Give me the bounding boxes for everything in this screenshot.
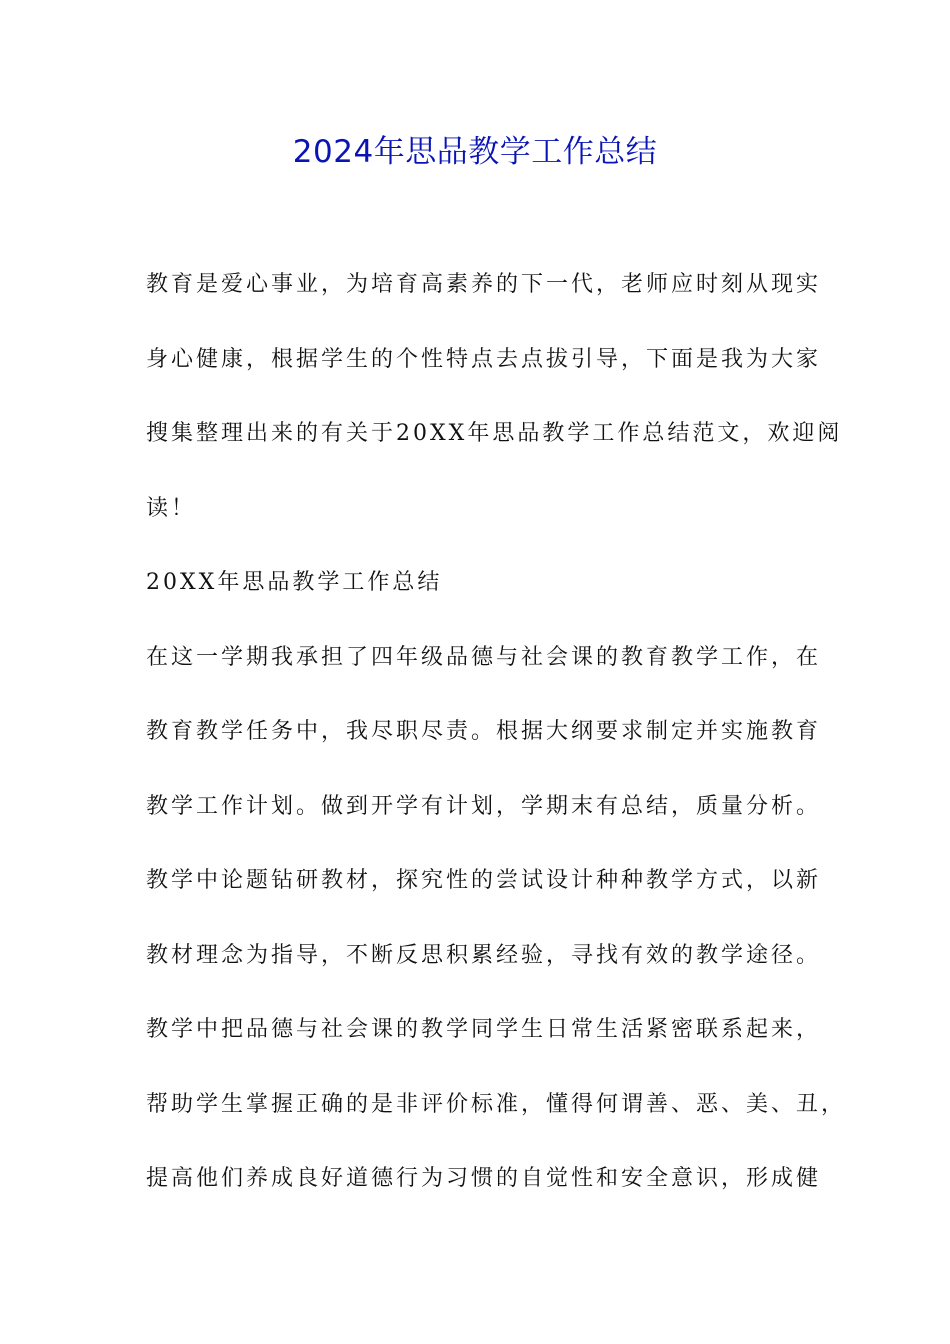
- document-title: 2024年思品教学工作总结: [292, 134, 658, 170]
- body-line: 教学中把品德与社会课的教学同学生日常生活紧密联系起来，: [146, 1017, 822, 1042]
- body-line: 帮助学生掌握正确的是非评价标准，懂得何谓善、恶、美、丑，: [146, 1091, 847, 1117]
- section-heading: 20XX年思品教学工作总结: [146, 570, 443, 595]
- body-line: 教材理念为指导，不断反思积累经验，寻找有效的教学途径。: [146, 942, 822, 968]
- body-line: 教学中论题钻研教材，探究性的尝试设计种种教学方式，以新: [146, 868, 822, 893]
- document-body: [146, 263, 847, 1232]
- body-line: 教育教学任务中，我尽职尽责。根据大纲要求制定并实施教育: [146, 719, 822, 744]
- body-line: 提高他们养成良好道德行为习惯的自觉性和安全意识，形成健: [146, 1166, 822, 1191]
- body-line: 身心健康，根据学生的个性特点去点拔引导，下面是我为大家: [146, 346, 822, 372]
- body-line: 教学工作计划。做到开学有计划，学期末有总结，质量分析。: [146, 793, 822, 819]
- body-line: 读！: [146, 495, 197, 521]
- body-line: 教育是爱心事业，为培育高素养的下一代，老师应时刻从现实: [146, 272, 822, 297]
- body-line: 在这一学期我承担了四年级品德与社会课的教育教学工作，在: [146, 644, 822, 670]
- body-line: 搜集整理出来的有关于20XX年思品教学工作总结范文，欢迎阅: [146, 421, 843, 446]
